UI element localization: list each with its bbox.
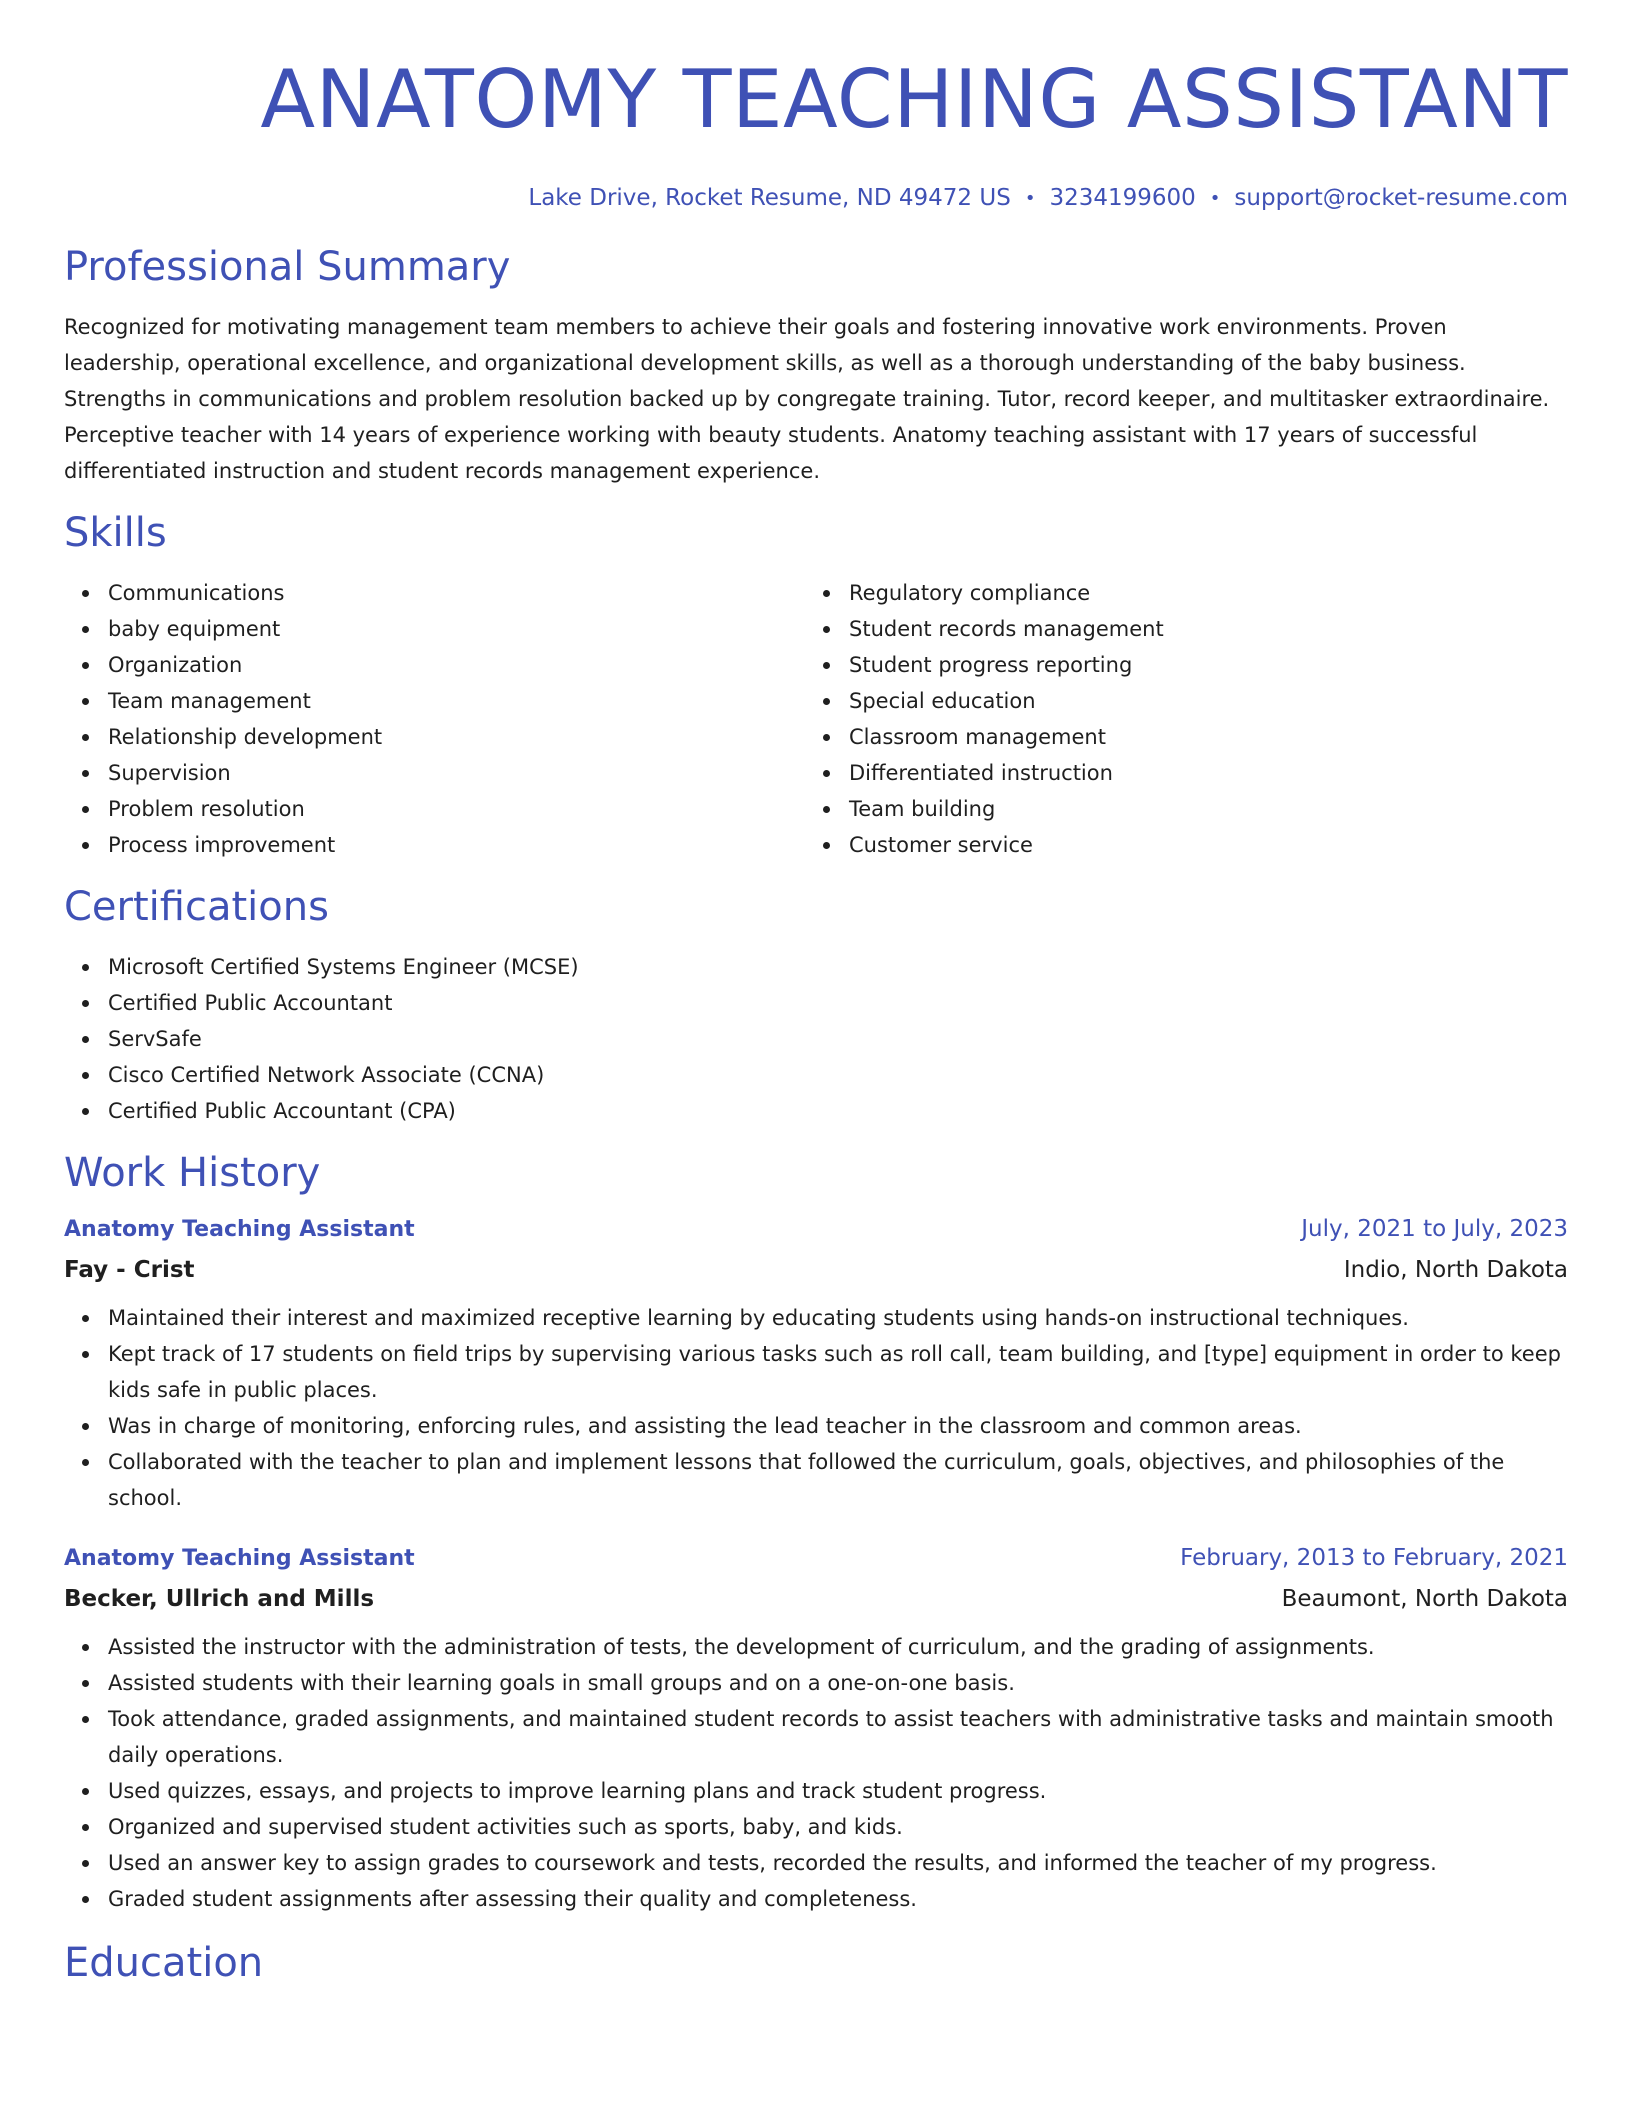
contact-separator: • (1024, 187, 1036, 209)
skills-column-right (805, 575, 1546, 863)
job-header (64, 1540, 1568, 1577)
contact-line (64, 182, 1568, 215)
contact-email: support@rocket-resume.com (1234, 185, 1568, 211)
job-bullet: Was in charge of monitoring, enforcing rules, and assisting the lead teacher in the classroom and common areas. (108, 1408, 1568, 1444)
job-entry (64, 1540, 1568, 1917)
skill-item: Differentiated instruction (849, 755, 1546, 791)
skill-item: Team management (108, 683, 805, 719)
certification-item: Certified Public Accountant (108, 985, 1568, 1021)
certification-item: Cisco Certified Network Associate (CCNA) (108, 1057, 1568, 1093)
skill-item: Organization (108, 647, 805, 683)
summary-title: Professional Summary (64, 243, 511, 290)
certifications-title: Certifications (64, 883, 329, 930)
job-bullet: Graded student assignments after assessing their quality and completeness. (108, 1881, 1568, 1917)
job-title: Anatomy Teaching Assistant (64, 1216, 415, 1242)
skill-item: baby equipment (108, 611, 805, 647)
skills-list-right (805, 575, 1546, 863)
job-bullet: Organized and supervised student activities such as sports, baby, and kids. (108, 1809, 1568, 1845)
job-bullet: Used quizzes, essays, and projects to improve learning plans and track student progress. (108, 1773, 1568, 1809)
job-bullet: Assisted students with their learning goals in small groups and on a one-on-one basis. (108, 1665, 1568, 1701)
work-history-title: Work History (64, 1149, 321, 1196)
skill-item: Classroom management (849, 719, 1546, 755)
job-dates: July, 2021 to July, 2023 (1301, 1215, 1568, 1242)
skill-item: Problem resolution (108, 791, 805, 827)
education-title: Education (64, 1939, 264, 1986)
summary-text: Recognized for motivating management team members to achieve their goals and fostering innovative work environments. Proven leadership, operational excellence, and organizational development skills, as well as a thorough understanding of the baby business. Strengths in communications and problem resolution backed up by congregate training. Tutor, record keeper, and multitasker extraordinaire. Perceptive teacher with 14 years of experience working with beauty students. Anatomy teaching assistant with 17 years of successful differentiated instruction and student records management experience. (64, 314, 1550, 483)
job-bullet: Took attendance, graded assignments, and maintained student records to assist teachers with administrative tasks and maintain smooth daily operations. (108, 1701, 1568, 1773)
job-bullet: Maintained their interest and maximized receptive learning by educating students using hands-on instructional techniques. (108, 1300, 1568, 1336)
job-title: Anatomy Teaching Assistant (64, 1545, 415, 1571)
job-subheader (64, 1577, 1568, 1621)
skill-item: Communications (108, 575, 805, 611)
job-bullet: Collaborated with the teacher to plan and implement lessons that followed the curriculum, goals, objectives, and philosophies of the school. (108, 1444, 1568, 1516)
job-bullets (64, 1629, 1568, 1917)
skills-title: Skills (64, 509, 167, 556)
contact-phone: 3234199600 (1049, 185, 1196, 211)
certification-item: ServSafe (108, 1021, 1568, 1057)
job-bullets (64, 1300, 1568, 1516)
skill-item: Regulatory compliance (849, 575, 1546, 611)
job-location: Indio, North Dakota (1343, 1256, 1568, 1283)
certification-item: Certified Public Accountant (CPA) (108, 1093, 1568, 1129)
skills-grid (64, 575, 1568, 863)
skills-list-left (64, 575, 805, 863)
contact-address: Lake Drive, Rocket Resume, ND 49472 US (528, 185, 1011, 211)
job-subheader (64, 1248, 1568, 1292)
job-location: Beaumont, North Dakota (1281, 1585, 1568, 1612)
job-bullet: Assisted the instructor with the administration of tests, the development of curriculum, and the grading of assignments. (108, 1629, 1568, 1665)
resume-name: ANATOMY TEACHING ASSISTANT (260, 53, 1568, 146)
job-dates: February, 2013 to February, 2021 (1180, 1544, 1568, 1571)
job-company: Becker, Ullrich and Mills (64, 1585, 375, 1612)
skill-item: Process improvement (108, 827, 805, 863)
job-bullet: Used an answer key to assign grades to coursework and tests, recorded the results, and informed the teacher of my progress. (108, 1845, 1568, 1881)
skill-item: Relationship development (108, 719, 805, 755)
job-bullet: Kept track of 17 students on field trips by supervising various tasks such as roll call, team building, and [type] equipment in order to keep kids safe in public places. (108, 1336, 1568, 1408)
skills-column-left (64, 575, 805, 863)
job-header (64, 1211, 1568, 1248)
skill-item: Team building (849, 791, 1546, 827)
skill-item: Student records management (849, 611, 1546, 647)
skill-item: Student progress reporting (849, 647, 1546, 683)
skill-item: Customer service (849, 827, 1546, 863)
contact-separator: • (1209, 187, 1221, 209)
skill-item: Supervision (108, 755, 805, 791)
certification-item: Microsoft Certified Systems Engineer (MCSE) (108, 949, 1568, 985)
skill-item: Special education (849, 683, 1546, 719)
job-entry (64, 1211, 1568, 1516)
certifications-list (64, 949, 1568, 1129)
job-company: Fay - Crist (64, 1256, 195, 1283)
